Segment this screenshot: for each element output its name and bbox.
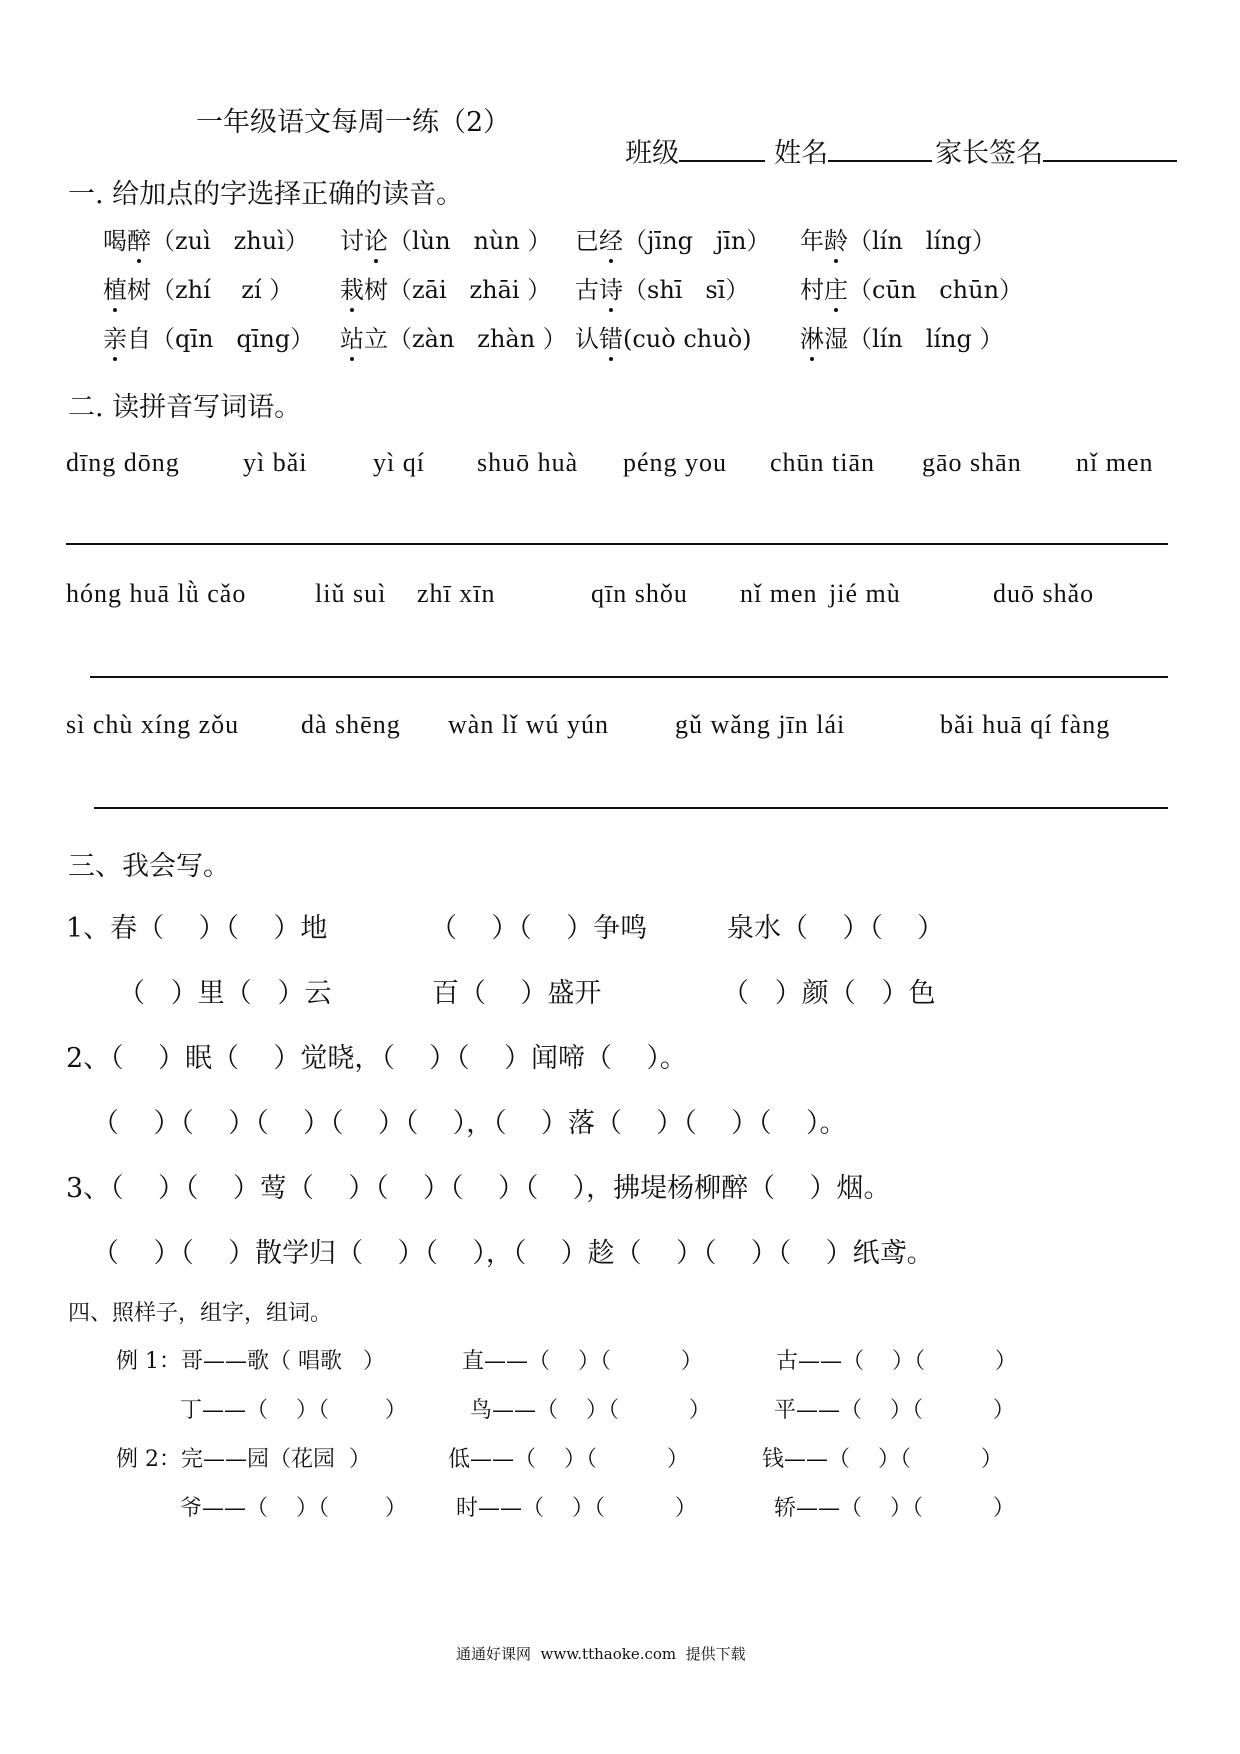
word-char: 讨 — [340, 227, 364, 255]
word-building-item[interactable]: 鸟——（ ）（ ） — [470, 1398, 711, 1423]
class-label: 班级 — [625, 138, 680, 169]
name-field — [757, 100, 932, 170]
dotted-char: 诗 — [599, 270, 623, 305]
word-building-item[interactable]: 丁——（ ）（ ） — [180, 1398, 407, 1423]
word-char: 年 — [800, 227, 824, 255]
pinyin-word: péng you — [623, 448, 728, 477]
dotted-char: 经 — [599, 221, 623, 256]
dotted-char: 淋 — [800, 319, 824, 354]
word-building-item[interactable]: 例 1：哥——歌（ 唱歌 ） — [116, 1349, 385, 1374]
class-blank[interactable] — [679, 159, 765, 162]
pinyin-word: jié mù — [829, 579, 901, 608]
fill-blank-line[interactable]: （ ）（ ）（ ）（ ）（ ），（ ）落（ ）（ ）（ ）。 — [92, 1108, 847, 1139]
word-building-item[interactable]: 爷——（ ）（ ） — [180, 1496, 407, 1521]
dotted-char: 醉 — [127, 221, 151, 256]
word-building-item[interactable]: 直——（ ）（ ） — [462, 1349, 703, 1374]
fill-blank-line[interactable]: 1、春（ ）（ ）地 — [66, 913, 328, 944]
pinyin-options[interactable]: （zāi zhāi ） — [388, 276, 552, 304]
pinyin-options[interactable]: （cūn chūn） — [848, 276, 1024, 304]
answer-line-1[interactable] — [66, 543, 1168, 545]
fill-blank-line[interactable]: （ ）（ ）争鸣 — [430, 913, 648, 944]
word-char: 树 — [364, 276, 388, 304]
reading-item — [340, 221, 551, 256]
word-building-item[interactable]: 古——（ ）（ ） — [776, 1349, 1017, 1374]
dotted-char: 植 — [103, 270, 127, 305]
pinyin-options[interactable]: (cuò chuò) — [623, 325, 752, 353]
pinyin-word: chūn tiān — [770, 448, 876, 477]
fill-blank-line[interactable]: 泉水（ ）（ ） — [727, 913, 945, 944]
page-title: 一年级语文每周一练（2） — [196, 107, 511, 138]
section1-heading: 一. 给加点的字选择正确的读音。 — [68, 179, 464, 210]
answer-line-3[interactable] — [94, 807, 1168, 809]
fill-blank-line[interactable]: 百（ ）盛开 — [432, 978, 602, 1009]
pinyin-word: duō shǎo — [993, 579, 1095, 608]
pinyin-options[interactable]: （zhí zí ） — [151, 276, 294, 304]
pinyin-word: dà shēng — [301, 710, 401, 739]
pinyin-options[interactable]: （jīng jīn） — [623, 227, 771, 255]
reading-item — [800, 319, 1004, 354]
pinyin-options[interactable]: （shī sī） — [623, 276, 750, 304]
pinyin-word: nǐ men — [1076, 448, 1154, 477]
fill-blank-line[interactable]: （ ）（ ）散学归（ ）（ ），（ ）趁（ ）（ ）（ ）纸鸢。 — [92, 1238, 934, 1269]
pinyin-word: nǐ men — [740, 579, 818, 608]
reading-item — [800, 221, 996, 256]
word-building-item[interactable]: 时——（ ）（ ） — [456, 1496, 697, 1521]
reading-item — [340, 270, 551, 305]
word-char: 立 — [364, 325, 388, 353]
reading-item — [575, 221, 770, 256]
reading-item — [103, 221, 309, 256]
section2-heading: 二. 读拼音写词语。 — [68, 392, 302, 423]
fill-blank-line[interactable]: （ ）颜（ ）色 — [722, 978, 936, 1009]
fill-blank-line[interactable]: 3、（ ）（ ）莺（ ）（ ）（ ）（ ），拂堤杨柳醉（ ）烟。 — [66, 1173, 891, 1204]
pinyin-options[interactable]: （lín líng ） — [848, 325, 1004, 353]
word-char: 自 — [127, 325, 151, 353]
pinyin-word: wàn lǐ wú yún — [448, 710, 610, 739]
word-char: 村 — [800, 276, 824, 304]
pinyin-options[interactable]: （zuì zhuì） — [151, 227, 309, 255]
pinyin-word: gāo shān — [922, 448, 1022, 477]
dotted-char: 庄 — [824, 270, 848, 305]
pinyin-word: yì qí — [373, 448, 425, 477]
dotted-char: 论 — [364, 221, 388, 256]
dotted-char: 亲 — [103, 319, 127, 354]
reading-item — [575, 319, 752, 354]
dotted-char: 站 — [340, 319, 364, 354]
dotted-char: 栽 — [340, 270, 364, 305]
word-char: 喝 — [103, 227, 127, 255]
section4-heading: 四、照样子，组字，组词。 — [68, 1301, 333, 1326]
reading-item — [340, 319, 567, 354]
pinyin-word: qīn shǒu — [591, 579, 688, 608]
parent-signature-blank[interactable] — [1043, 159, 1177, 162]
pinyin-word: sì chù xíng zǒu — [66, 710, 240, 739]
word-building-item[interactable]: 轿——（ ）（ ） — [774, 1496, 1015, 1521]
word-char: 认 — [575, 325, 599, 353]
reading-item — [800, 270, 1023, 305]
name-label: 姓名 — [774, 138, 829, 169]
reading-item — [103, 319, 314, 354]
dotted-char: 错 — [599, 319, 623, 354]
pinyin-options[interactable]: （zàn zhàn ） — [388, 325, 567, 353]
pinyin-word: liǔ suì — [315, 579, 387, 608]
fill-blank-line[interactable]: （ ）里（ ）云 — [118, 978, 332, 1009]
pinyin-word: bǎi huā qí fàng — [940, 710, 1111, 739]
parent-signature-label: 家长签名 — [935, 138, 1044, 169]
section3-heading: 三、我会写。 — [68, 851, 230, 882]
word-char: 已 — [575, 227, 599, 255]
word-building-item[interactable]: 例 2：完——园（花园 ） — [116, 1447, 371, 1472]
pinyin-word: dīng dōng — [66, 448, 180, 477]
word-building-item[interactable]: 平——（ ）（ ） — [774, 1398, 1015, 1423]
word-char: 湿 — [824, 325, 848, 353]
pinyin-options[interactable]: （lín líng） — [848, 227, 996, 255]
word-building-item[interactable]: 低——（ ）（ ） — [448, 1447, 689, 1472]
pinyin-options[interactable]: （qīn qīng） — [151, 325, 315, 353]
word-char: 树 — [127, 276, 151, 304]
name-blank[interactable] — [828, 159, 932, 162]
parent-signature-field — [918, 100, 1177, 170]
answer-line-2[interactable] — [90, 676, 1168, 678]
pinyin-word: yì bǎi — [243, 448, 308, 477]
fill-blank-line[interactable]: 2、（ ）眠（ ）觉晓，（ ）（ ）闻啼（ ）。 — [66, 1043, 687, 1074]
reading-item — [103, 270, 293, 305]
pinyin-word: zhī xīn — [417, 579, 496, 608]
reading-item — [575, 270, 749, 305]
word-char: 古 — [575, 276, 599, 304]
pinyin-word: hóng huā lǜ cǎo — [66, 579, 247, 608]
class-field — [608, 100, 765, 170]
footer-credit: 通通好课网 www.tthaoke.com 提供下载 — [456, 1645, 746, 1663]
dotted-char: 龄 — [824, 221, 848, 256]
word-building-item[interactable]: 钱——（ ）（ ） — [762, 1447, 1003, 1472]
pinyin-word: gǔ wǎng jīn lái — [675, 710, 846, 739]
pinyin-options[interactable]: （lùn nùn ） — [388, 227, 552, 255]
pinyin-word: shuō huà — [477, 448, 579, 477]
